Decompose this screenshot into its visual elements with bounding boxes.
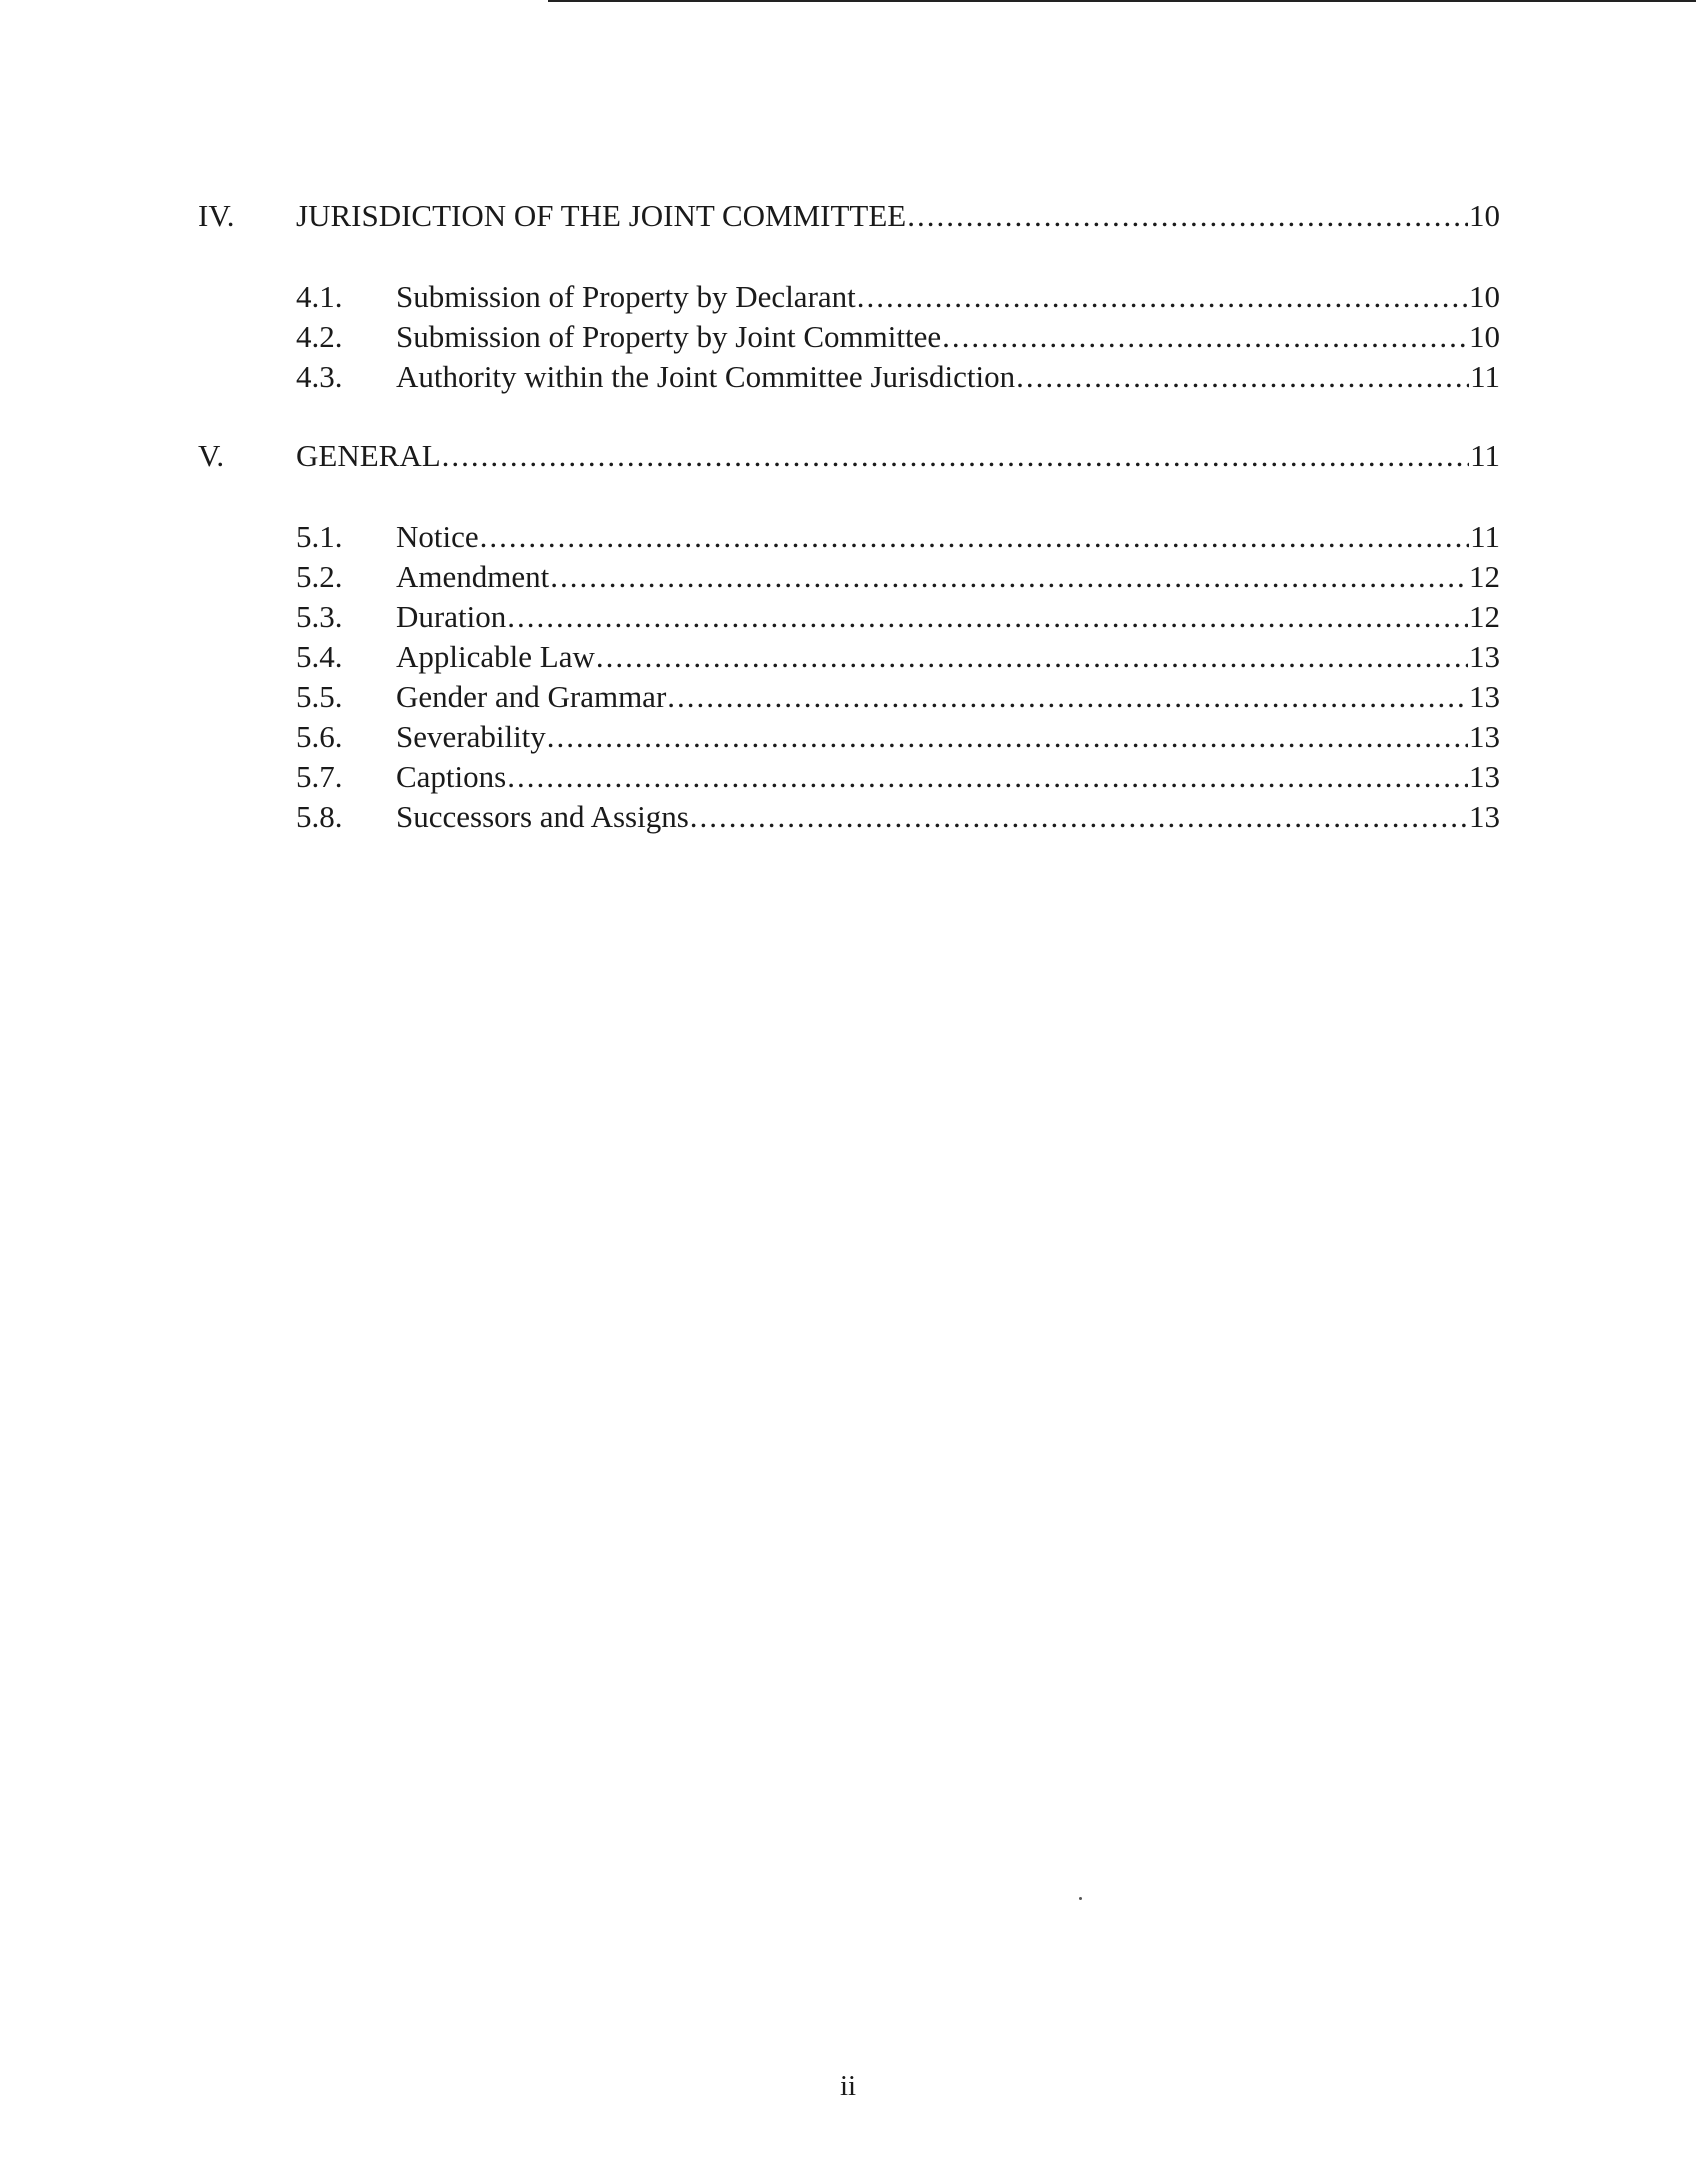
toc-item-5-5[interactable] <box>296 677 1500 717</box>
section-title: JURISDICTION OF THE JOINT COMMITTEE <box>296 198 907 233</box>
item-number: 5.1. <box>296 519 343 554</box>
dot-leader <box>507 597 1468 637</box>
section-title: GENERAL <box>296 438 441 473</box>
item-page: 12 <box>1469 599 1500 634</box>
dot-leader <box>480 517 1470 557</box>
item-number: 5.7. <box>296 759 343 794</box>
scan-speck <box>1079 1897 1082 1900</box>
dot-leader <box>907 196 1468 236</box>
dot-leader <box>857 277 1468 317</box>
top-border-rule <box>548 0 1696 2</box>
section-number: IV. <box>198 198 235 233</box>
item-number: 4.3. <box>296 359 343 394</box>
toc-section-iv[interactable] <box>198 196 1500 236</box>
item-title: Captions <box>396 759 507 794</box>
dot-leader <box>596 637 1468 677</box>
item-title: Authority within the Joint Committee Jurisdiction <box>396 359 1016 394</box>
section-number: V. <box>198 438 225 473</box>
item-page: 13 <box>1469 759 1500 794</box>
item-page: 13 <box>1469 679 1500 714</box>
dot-leader <box>507 757 1468 797</box>
item-page: 10 <box>1469 319 1500 354</box>
item-number: 5.8. <box>296 799 343 834</box>
dot-leader <box>942 317 1468 357</box>
toc-item-4-2[interactable] <box>296 317 1500 357</box>
item-page: 11 <box>1470 519 1500 554</box>
item-number: 4.2. <box>296 319 343 354</box>
item-title: Submission of Property by Joint Committee <box>396 319 942 354</box>
toc-item-5-1[interactable] <box>296 517 1500 557</box>
item-title: Submission of Property by Declarant <box>396 279 856 314</box>
toc-item-5-8[interactable] <box>296 797 1500 837</box>
toc-section-v[interactable] <box>198 436 1500 476</box>
item-page: 11 <box>1470 359 1500 394</box>
item-page: 10 <box>1469 279 1500 314</box>
item-number: 5.3. <box>296 599 343 634</box>
dot-leader <box>667 677 1468 717</box>
toc-item-4-1[interactable] <box>296 277 1500 317</box>
dot-leader <box>442 436 1469 476</box>
toc-item-5-4[interactable] <box>296 637 1500 677</box>
item-page: 13 <box>1469 639 1500 674</box>
item-number: 5.5. <box>296 679 343 714</box>
toc-item-5-6[interactable] <box>296 717 1500 757</box>
item-title: Successors and Assigns <box>396 799 689 834</box>
item-number: 5.6. <box>296 719 343 754</box>
item-page: 13 <box>1469 799 1500 834</box>
item-number: 5.4. <box>296 639 343 674</box>
toc-item-5-7[interactable] <box>296 757 1500 797</box>
section-page: 10 <box>1469 198 1500 233</box>
toc-item-4-3[interactable] <box>296 357 1500 397</box>
item-title: Severability <box>396 719 546 754</box>
toc-item-5-3[interactable] <box>296 597 1500 637</box>
toc-item-5-2[interactable] <box>296 557 1500 597</box>
item-page: 13 <box>1469 719 1500 754</box>
item-number: 5.2. <box>296 559 343 594</box>
dot-leader <box>550 557 1468 597</box>
item-title: Notice <box>396 519 479 554</box>
dot-leader <box>1016 357 1469 397</box>
section-page: 11 <box>1470 438 1500 473</box>
item-title: Amendment <box>396 559 550 594</box>
item-page: 12 <box>1469 559 1500 594</box>
item-title: Duration <box>396 599 507 634</box>
dot-leader <box>690 797 1468 837</box>
item-title: Applicable Law <box>396 639 595 674</box>
item-number: 4.1. <box>296 279 343 314</box>
item-title: Gender and Grammar <box>396 679 667 714</box>
dot-leader <box>547 717 1468 757</box>
page-number: ii <box>839 2070 857 2102</box>
